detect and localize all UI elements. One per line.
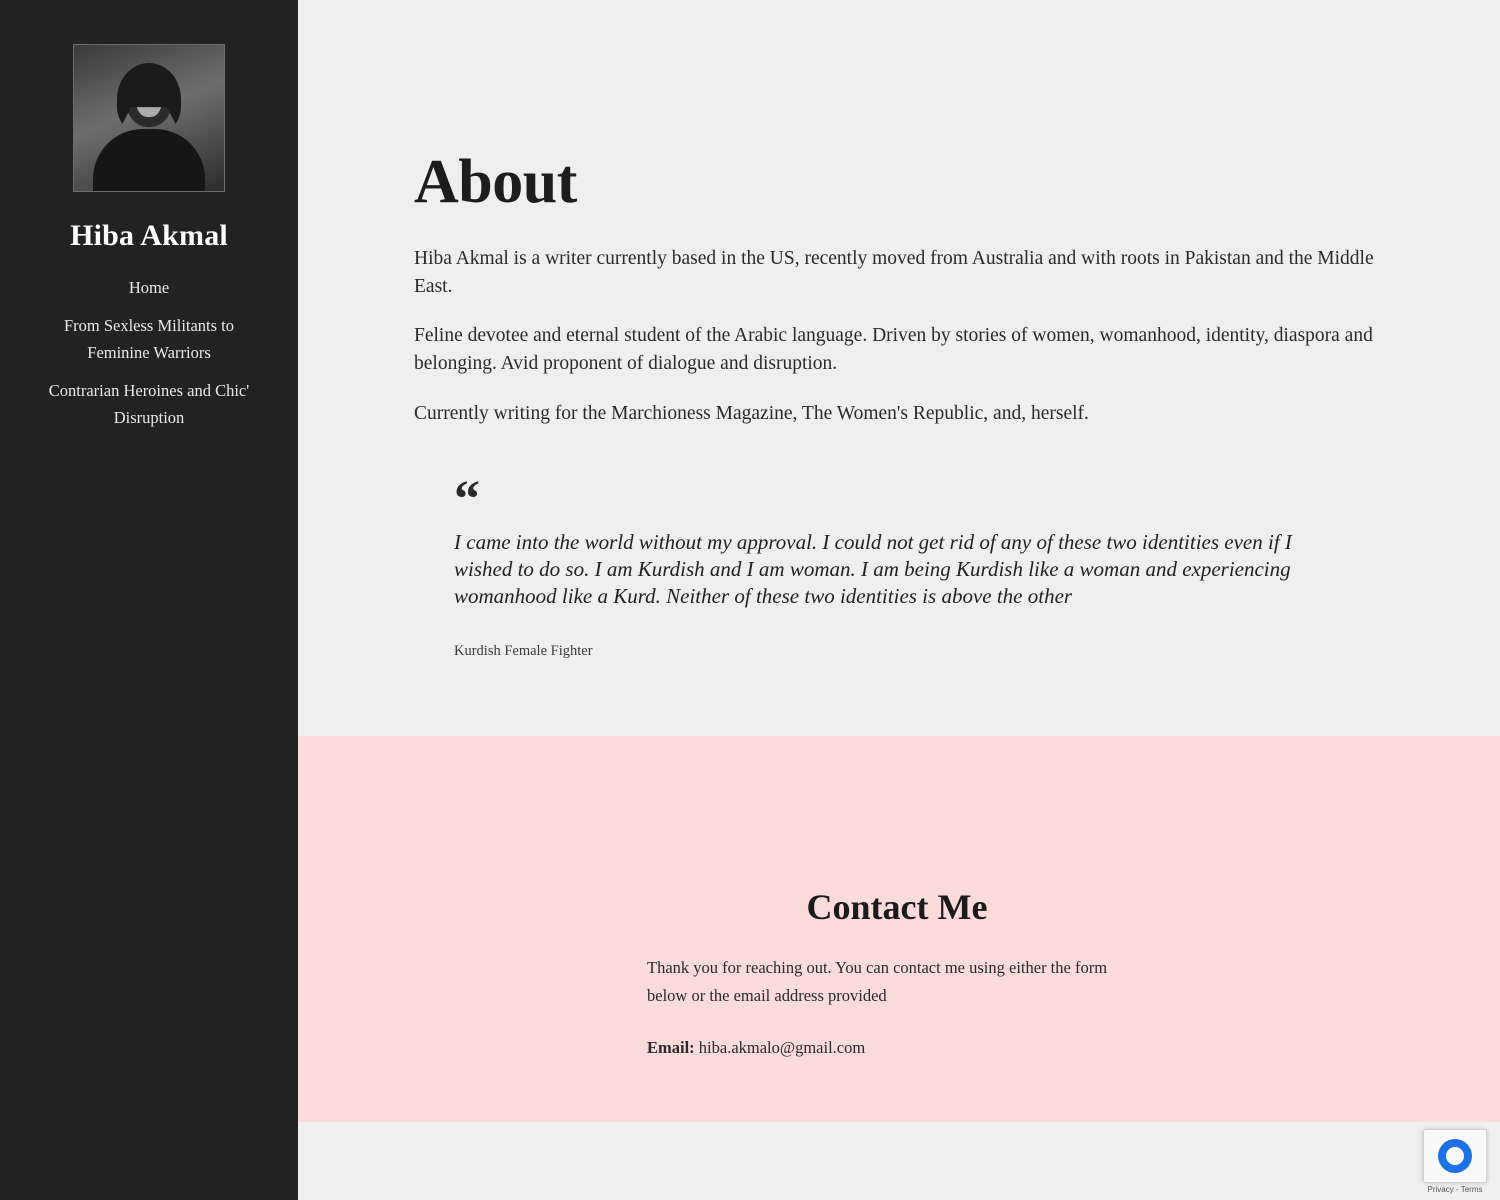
contact-title: Contact Me	[806, 886, 988, 927]
sidebar-item-contrarian-heroines[interactable]: Contrarian Heroines and Chic' Disruption	[48, 380, 250, 428]
recaptcha-badge[interactable]	[1418, 1129, 1492, 1194]
recaptcha-box	[1423, 1129, 1487, 1183]
recaptcha-privacy-terms[interactable]: Privacy - Terms	[1427, 1185, 1483, 1194]
site-title: Hiba Akmal	[70, 219, 228, 252]
recaptcha-icon	[1438, 1139, 1472, 1173]
sidebar-item-home[interactable]: Home	[128, 278, 170, 297]
main-content	[298, 0, 1500, 1200]
sidebar-item-from-sexless-militants[interactable]: From Sexless Militants to Feminine Warriors	[63, 315, 235, 363]
about-section	[298, 0, 1500, 736]
about-paragraph: Currently writing for the Marchioness Magazine, The Women's Republic, and, herself.	[414, 402, 1089, 424]
quote-mark-icon: “	[454, 470, 478, 528]
sidebar-nav	[34, 274, 264, 432]
about-paragraph: Feline devotee and eternal student of the Arabic language. Driven by stories of women, womanhood, identity, diaspora and belonging. Avid proponent of dialogue and disruption.	[414, 325, 1373, 375]
quote-text: I came into the world without my approval. I could not get rid of any of these two identities even if I wished to do so. I am Kurdish and I am woman. I am being Kurdish like a woman and experiencing womanhood like a Kurd. Neither of these two identities is above the other	[454, 529, 1292, 609]
contact-email-line	[647, 1034, 1147, 1062]
contact-section	[298, 736, 1500, 1122]
avatar-hair-shape	[117, 63, 181, 135]
contact-email-label: Email:	[647, 1037, 695, 1057]
about-paragraph: Hiba Akmal is a writer currently based in the US, recently moved from Australia and with roots in Pakistan and the Middle East.	[414, 248, 1374, 297]
page-title: About	[414, 148, 577, 216]
contact-intro: Thank you for reaching out. You can contact me using either the form below or the email address provided	[647, 957, 1108, 1005]
pull-quote	[454, 470, 1340, 660]
quote-attribution: Kurdish Female Fighter	[454, 642, 593, 659]
sidebar	[0, 0, 298, 1200]
avatar	[73, 44, 225, 192]
contact-email-value[interactable]: hiba.akmalo@gmail.com	[698, 1037, 866, 1057]
